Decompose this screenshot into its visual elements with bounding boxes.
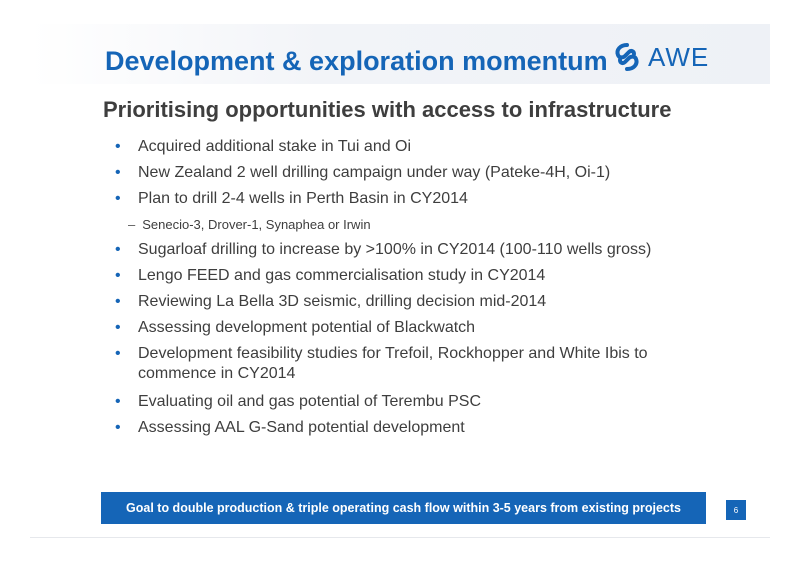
slide-subtitle: Prioritising opportunities with access to infrastructure (103, 97, 672, 122)
page-number: 6 (726, 500, 746, 520)
bullet-dot: • (115, 293, 121, 310)
bullet-dot: • (115, 241, 121, 258)
bullet-dot: • (115, 138, 121, 155)
bullet-dot: • (115, 319, 121, 336)
logo-text: AWE (648, 41, 710, 72)
bullet-dot: • (115, 393, 121, 410)
goal-banner (101, 492, 706, 524)
slide-title: Development & exploration momentum (105, 46, 608, 76)
company-logo (612, 40, 709, 74)
bullet-dot: • (115, 164, 121, 181)
bullet-dot: • (115, 345, 121, 362)
bullet-dot: • (115, 190, 121, 207)
awe-swirl-icon (612, 42, 642, 72)
sub-bullet: – Senecio-3, Drover-1, Synaphea or Irwin (128, 217, 371, 232)
goal-banner-text: Goal to double production & triple operating cash flow within 3-5 years from existing projects (126, 501, 681, 515)
footer-divider (30, 537, 770, 538)
bullet-dot: • (115, 419, 121, 436)
bullet-dot: • (115, 267, 121, 284)
